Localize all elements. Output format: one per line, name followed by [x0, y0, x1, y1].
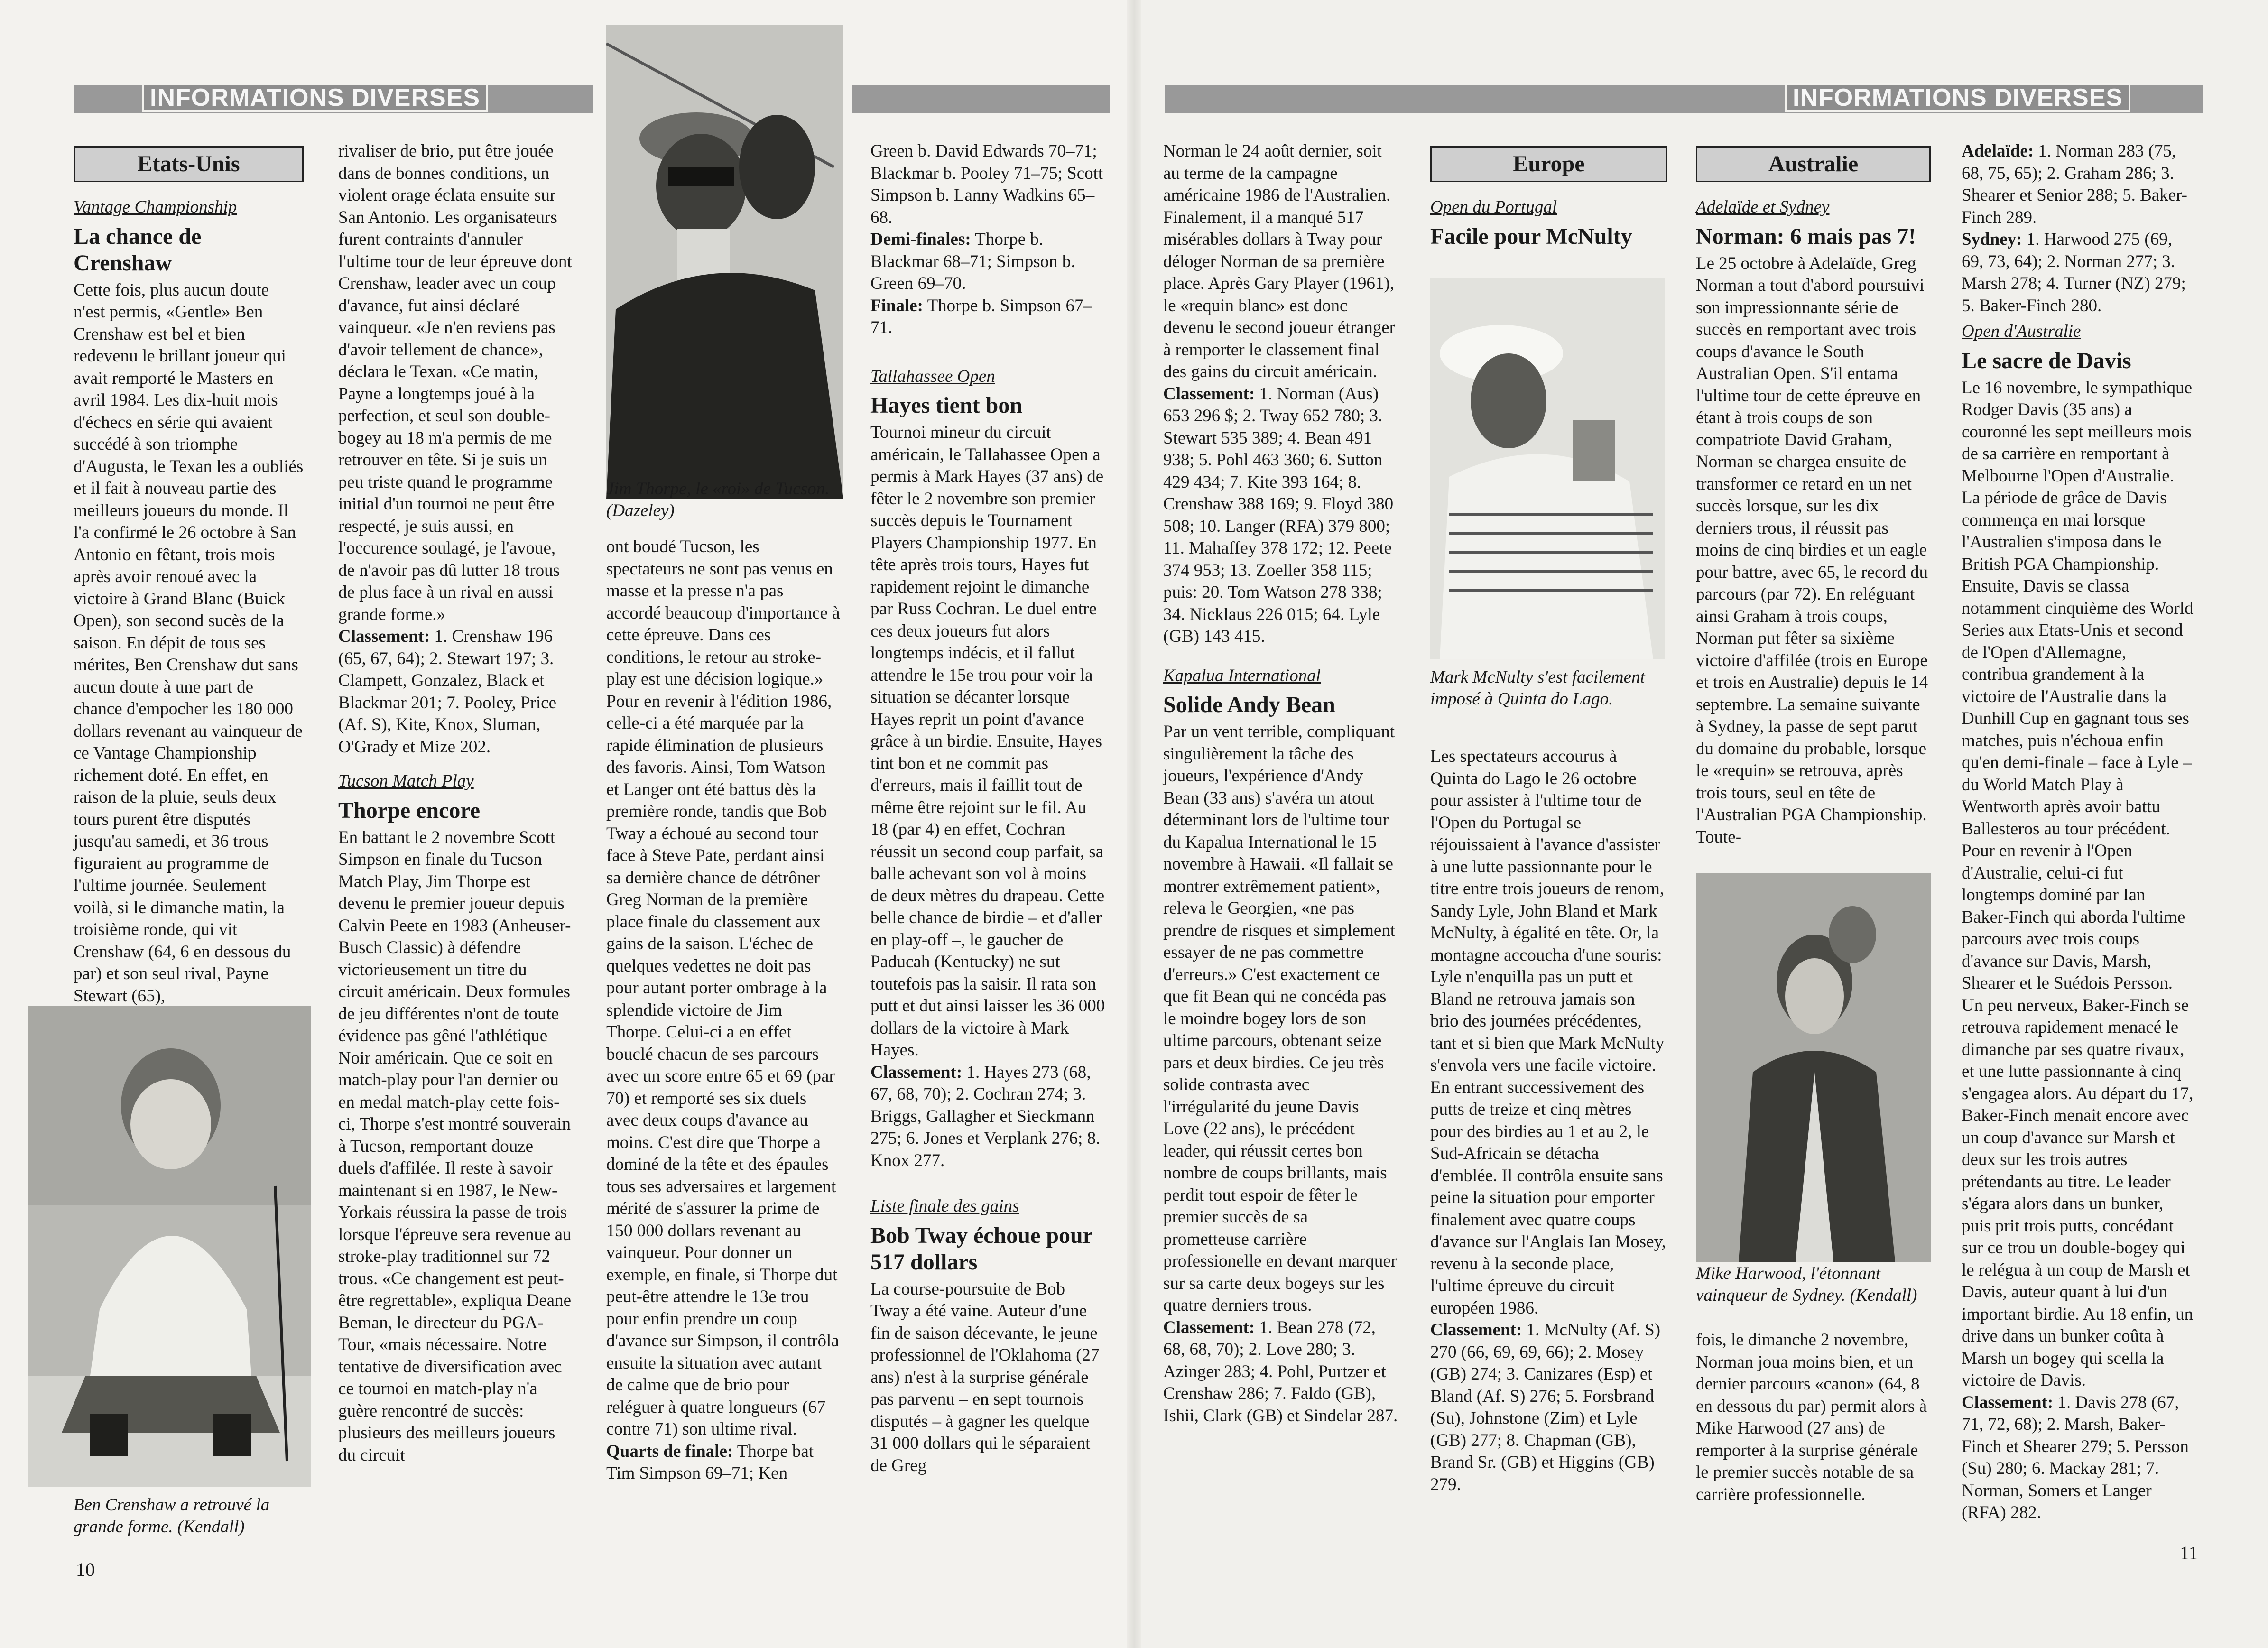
qf-values: Thorpe bat Tim Simpson 69–71; Ken	[606, 1441, 814, 1483]
kicker-gains: Liste finale des gains	[870, 1196, 1019, 1216]
kicker-adelaide-sydney: Adelaïde et Sydney	[1696, 197, 1830, 217]
region-box-europe: Europe	[1430, 146, 1667, 182]
headline-tway: Bob Tway échoue pour 517 dollars	[870, 1222, 1093, 1275]
section-label-left: INFORMATIONS DIVERSES	[142, 83, 488, 112]
results-label: Classement:	[1163, 384, 1255, 404]
photo-mcnulty	[1430, 278, 1665, 659]
page-gutter	[1127, 0, 1141, 1648]
photo-crenshaw	[28, 1006, 311, 1487]
caption-harwood: Mike Harwood, l'étonnant vainqueur de Sydney. (Kendall)	[1696, 1264, 1917, 1305]
photo-thorpe	[606, 25, 843, 499]
results-hayes	[870, 1062, 1105, 1172]
thorpe-photo-image	[606, 25, 843, 499]
column-4	[870, 140, 1105, 1477]
results-davis	[1962, 1392, 2196, 1524]
headline-thorpe: Thorpe encore	[338, 797, 481, 823]
column-7	[1696, 146, 1931, 848]
article-text: En battant le 2 novembre Scott Simpson en finale du Tucson Match Play, Jim Thorpe est devenu le premier joueur depuis Calvin Peete en 1983 (Anheuser-Busch Classic) à défendre victorieusement un titre du circuit américain. Deux formules de jeu différentes n'ont de toute évidence pas gêné l'athlétique Noir américain. Que ce soit en match-play pour l'an dernier ou en medal match-play cette fois-ci, Thorpe s'est montré souverain à Tucson, remportant douze duels d'affilée. Il reste à savoir maintenant si en 1987, le New-Yorkais réussira la passe de trois lorsque l'épreuve sera revenue au stroke-play traditionnel sur 72 trous. «Ce changement est peut-être regrettable», expliqua Deane Beman, le directeur du PGA-Tour, «mais nécessaire. Notre tentative de diversification avec ce tournoi en match-play n'a guère rencontré de succès: plusieurs des meilleurs joueurs du circuit	[338, 827, 572, 1465]
results-values: 1. Davis 278 (67, 71, 72, 68); 2. Marsh, Baker-Finch et Shearer 279; 5. Persson (Su) 280; 6. Mackay 281; 7. Norman, Somers et Langer (RFA) 282.	[1962, 1392, 2189, 1522]
article-text: Le 25 octobre à Adelaïde, Greg Norman a tout d'abord poursuivi son impressionnante série de succès en remportant avec trois coups d'avance le South Australian Open. S'il entama l'ultime tour de cette épreuve en étant à trois coups de son compatriote David Graham, Norman se chargea ensuite de transformer ce retard en un net succès lorsque, sur les dix derniers trous, il réussit pas moins de cinq birdies et un eagle pour battre, avec 65, le record du parcours (par 72). En reléguant ainsi Graham à trois coups, Norman put fêter sa sixième victoire d'affilée (trois en Europe et trois en Australie) depuis le 14 septembre. La semaine suivante à Sydney, la passe de sept parut du domaine du probable, lorsque le «requin» se retrouva, après trois tours, seul en tête de l'Australian PGA Championship. Toute-	[1696, 253, 1928, 847]
headline-norman: Norman: 6 mais pas 7!	[1696, 223, 1916, 249]
headline-crenshaw: La chance de Crenshaw	[74, 223, 202, 276]
article-text: Les spectateurs accourus à Quinta do Lago le 26 octobre pour assister à l'ultime tour de l'Open du Portugal se réjouissaient à l'avance d'assister à une lutte passionnante pour le titre entre trois joueurs de renom, Sandy Lyle, John Bland et Mark McNulty, à égalité en tête. Or, la montagne accoucha d'une souris: Lyle n'enquilla pas un putt et Bland ne retrouva jamais son brio des journées précédentes, tant et si bien que Mark McNulty s'envola vers une facile victoire. En entrant successivement des putts de treize et cinq mètres pour des birdies au 1 et au 2, le Sud-Africain se détacha d'emblée. Il contrôla ensuite sans peine la situation pour emporter finalement avec quatre coups d'avance sur l'Anglais Ian Mosey, revenu à la seconde place, l'ultime épreuve du circuit européen 1986.	[1430, 747, 1666, 1318]
article-text: fois, le dimanche 2 novembre, Norman joua moins bien, et un dernier parcours «canon» (64, 8 en dessous du par) permit alors à Mike Harwood (27 ans) de remporter à la surprise générale le premier succès notable de sa carrière professionnelle.	[1696, 1330, 1927, 1504]
results-label: Classement:	[1962, 1392, 2054, 1412]
kicker-vantage: Vantage Championship	[74, 197, 237, 217]
headline-bean: Solide Andy Bean	[1163, 692, 1335, 717]
region-box-australie: Australie	[1696, 146, 1931, 182]
quarterfinals	[606, 1441, 841, 1485]
column-7-body	[1696, 1329, 1931, 1506]
results-adelaide	[1962, 140, 2196, 229]
headline-davis: Le sacre de Davis	[1962, 348, 2131, 373]
caption-crenshaw: Ben Crenshaw a retrouvé la grande forme. (Kendall)	[74, 1495, 270, 1537]
article-text: ont boudé Tucson, les spectateurs ne sont pas venus en masse et la presse n'a pas accordé beaucoup d'importance à cette épreuve. Dans ces conditions, le retour au stroke-play est une décision logique.» Pour en revenir à l'édition 1986, celle-ci a été marquée par la rapide élimination de plusieurs des favoris. Ainsi, Tom Watson et Langer ont été battus dès la première ronde, tandis que Bob Tway a échoué au second tour face à Steve Pate, perdant ainsi sa dernière chance de détrôner Greg Norman de la première place finale du classement aux gains de la saison. L'échec de quelques vedettes ne doit pas pour autant porter ombrage à la splendide victoire de Jim Thorpe. Celui-ci a en effet bouclé chacun de ses parcours avec un score entre 65 et 69 (par 70) et remporté ses six duels avec deux coups d'avance au moins. C'est dire que Thorpe a dominé de la tête et des épaules tous ses adversaires et largement mérité de s'assurer la prime de 150 000 dollars revenant au vainqueur. Pour donner un exemple, en finale, si Thorpe dut peut-être attendre le 13e trou pour enfin prendre un coup d'avance sur Simpson, il contrôla ensuite la situation avec autant de calme que de brio pour reléguer à quatre longueurs (67 contre 71) son ultime rival.	[606, 537, 840, 1439]
headline-mcnulty: Facile pour McNulty	[1430, 223, 1632, 249]
caption-thorpe: Jim Thorpe, le «roi» de Tucson. (Dazeley)	[606, 479, 830, 520]
region-box-etats-unis: Etats-Unis	[74, 146, 304, 182]
column-6-body	[1430, 746, 1667, 1496]
results-bean	[1163, 1317, 1398, 1427]
harwood-photo-image	[1696, 873, 1931, 1262]
headline-hayes: Hayes tient bon	[870, 393, 1023, 418]
kicker-tallahassee: Tallahassee Open	[870, 366, 995, 386]
results-label: Classement:	[1430, 1320, 1522, 1340]
results-label: Classement:	[1163, 1317, 1255, 1337]
crenshaw-photo-image	[28, 1006, 311, 1487]
article-text: Green b. David Edwards 70–71; Blackmar b. Pooley 71–75; Scott Simpson b. Lanny Wadkins 65–68.	[870, 141, 1103, 227]
sydney-label: Sydney:	[1962, 230, 2022, 249]
qf-label: Quarts de finale:	[606, 1441, 733, 1461]
article-text: Cette fois, plus aucun doute n'est permis, «Gentle» Ben Crenshaw est bel et bien redevenu le brillant joueur qui avait remporté le Masters en avril 1984. Les dix-huit mois d'échecs en série qui avaient succédé à son triomphe d'Augusta, le Texan les a oubliés et il fait à nouveau partie des meilleurs joueurs du monde. Il l'a confirmé le 26 octobre à San Antonio en fêtant, trois mois après avoir renoué avec la victoire à Grand Blanc (Buick Open), son second sucès de la saison. En dépit de tous ses mérites, Ben Crenshaw dut sans aucun doute à une part de chance d'empocher les 180 000 dollars revenant au vainqueur de ce Vantage Championship richement doté. En effet, en raison de la pluie, seuls deux tours purent être disputés jusqu'au samedi, et 36 trous figuraient au programme de l'ultime journée. Seulement voilà, si le dimanche matin, la troisième ronde, qui vit Crenshaw (64, 6 en dessous du par) et son seul rival, Payne Stewart (65),	[74, 280, 304, 1006]
sf-label: Demi-finales:	[870, 230, 971, 249]
results-label: Classement:	[870, 1062, 963, 1082]
article-text: Par un vent terrible, compliquant singulièrement la tâche des joueurs, l'expérience d'Andy Bean (33 ans) s'avéra un atout déterminant lors de l'ultime tour du Kapalua International le 15 novembre à Hawaii. «Il fallait se montrer extrêmement patient», releva le Georgien, «ne pas prendre de risques et simplement essayer de ne pas commettre d'erreurs.» C'est exactement ce que fit Bean qui ne concéda pas le moindre bogey lors de son ultime parcours, obtenant seize pars et deux birdies. Ce jeu très solide contrasta avec l'irrégularité du jeune Davis Love (22 ans), le précédent leader, qui réussit certes bon nombre de coups brillants, mais perdit tout espoir de fêter le premier succès de sa prometteuse carrière professionelle en devant marquer sur sa carte deux bogeys sur les quatre derniers trous.	[1163, 722, 1397, 1315]
caption-mcnulty: Mark McNulty s'est facilement imposé à Quinta do Lago.	[1430, 667, 1645, 709]
results-values: 1. McNulty (Af. S) 270 (66, 69, 69, 66); 2. Mosey (GB) 274; 3. Canizares (Esp) et Bland (Af. S) 276; 5. Forsbrand (Su), Johnstone (Zim) et Lyle (GB) 277; 8. Chapman (GB), Brand Sr. (GB) et Higgins (GB) 279.	[1430, 1320, 1661, 1494]
kicker-tucson: Tucson Match Play	[338, 771, 474, 791]
page-number-right: 11	[2180, 1542, 2198, 1564]
column-2	[338, 140, 573, 1466]
page-number-left: 10	[76, 1559, 95, 1580]
results-values: 1. Hayes 273 (68, 67, 68, 70); 2. Cochran 274; 3. Briggs, Gallagher et Sieckmann 275; 6. Jones et Verplank 276; 8. Knox 277.	[870, 1062, 1101, 1170]
results-values: 1. Bean 278 (72, 68, 68, 70); 2. Love 280; 3. Azinger 283; 4. Pohl, Purtzer et Crenshaw 286; 7. Faldo (GB), Ishii, Clark (GB) et Sindelar 287.	[1163, 1317, 1398, 1426]
photo-harwood	[1696, 873, 1931, 1262]
final-label: Finale:	[870, 296, 923, 315]
semifinals	[870, 229, 1105, 295]
kicker-open-australie: Open d'Australie	[1962, 322, 2081, 341]
article-text: Tournoi mineur du circuit américain, le Tallahassee Open a permis à Mark Hayes (37 ans) de fêter le 2 novembre son premier succès depuis le Tournament Players Championship 1977. En tête après trois tours, Hayes fut rapidement rejoint le dimanche par Russ Cochran. Le duel entre ces deux joueurs fut alors longtemps indécis, et il fallut attendre le 15e trou pour voir la situation se décanter lorsque Hayes reprit un point d'avance grâce à un birdie. Ensuite, Hayes tint bon et ne commit pas d'erreurs, mais il faillit tout de même être rejoint sur le fil. Au 18 (par 4) en effet, Cochran réussit un second coup parfait, sa balle achevant son vol à moins de deux mètres du drapeau. Cette belle chance de birdie – et d'aller en play-off –, le gaucher de Paducah (Kentucky) ne sut toutefois pas la saisir. Il rata son putt et dut ainsi laisser les 36 000 dollars de la victoire à Mark Hayes.	[870, 423, 1105, 1060]
article-text: Le 16 novembre, le sympathique Rodger Davis (35 ans) a couronné les sept meilleurs mois de sa carrière en remportant à Melbourne l'Open d'Australie. La période de grâce de Davis commença en mai lorsque l'Australien s'imposa dans le British PGA Championship. Ensuite, Davis se classa notamment cinquième des World Series aux Etats-Unis et second de l'Open d'Allemagne, contribua grandement à la victoire de l'Australie dans la Dunhill Cup en gagnant tous ses matches, puis n'échoua enfin qu'en demi-finale – face à Lyle – du World Match Play à Wentworth après avoir battu Ballesteros au tour précédent. Pour en revenir à l'Open d'Australie, celui-ci fut longtemps dominé par Ian Baker-Finch qui aborda l'ultime parcours avec trois coups d'avance sur Davis, Marsh, Shearer et le Suédois Persson. Un peu nerveux, Baker-Finch se retrouva rapidement menacé le dimanche par ses quatre rivaux, et une lutte passionnante à cinq s'engagea alors. Au départ du 17, Baker-Finch menait encore avec un coup d'avance sur Marsh et deux sur les trois autres prétendants au titre. Le leader s'égara alors dans un bunker, puis prit trois putts, concédant sur ce trou un double-bogey qui le relégua à un coup de Marsh et Davis, auteur quant à lui d'un important birdie. Au 18 enfin, un drive dans un bunker coûta à Marsh un bogey qui scella la victoire de Davis.	[1962, 378, 2194, 1390]
article-text: rivaliser de brio, put être jouée dans de bonnes conditions, un violent orage éclata ensuite sur San Antonio. Les organisateurs furent contraints d'annuler l'ultime tour de leur épreuve dont Crenshaw, leader avec un coup d'avance, fut ainsi déclaré vainqueur. «Je n'en reviens pas d'avoir tellement de chance», déclara le Texan. «Ce matin, Payne a longtemps joué à la perfection, et seul son double-bogey au 18 m'a permis de me retrouver en tête. Si je suis un peu triste quand le programme initial d'un tournoi ne peut être respecté, je suis aussi, en l'occurence soulagé, je l'avoue, de n'avoir pas dû lutter 18 trous de plus face à un rival en aussi grande forme.»	[338, 141, 572, 624]
results-sydney	[1962, 229, 2196, 317]
final-result	[870, 295, 1105, 339]
kicker-portugal: Open du Portugal	[1430, 197, 1557, 217]
column-6	[1430, 146, 1667, 253]
results-values: 1. Norman (Aus) 653 296 $; 2. Tway 652 780; 3. Stewart 535 389; 4. Bean 491 938; 5. Pohl 463 360; 6. Sutton 429 434; 7. Kite 393 164; 8. Crenshaw 388 169; 9. Floyd 380 508; 10. Langer (RFA) 379 800; 11. Mahaffey 378 172; 12. Peete 374 953; 13. Zoeller 358 115; puis: 20. Tom Watson 278 338; 34. Nicklaus 226 015; 64. Lyle (GB) 143 415.	[1163, 384, 1394, 646]
column-1	[74, 146, 304, 1007]
section-label-right: INFORMATIONS DIVERSES	[1785, 83, 2130, 112]
results-values: 1. Crenshaw 196 (65, 67, 64); 2. Stewart 197; 3. Clampett, Gonzalez, Black et Blackmar 201; 7. Pooley, Price (Af. S), Kite, Knox, Sluman, O'Grady et Mize 202.	[338, 627, 557, 757]
adelaide-values: 1. Norman 283 (75, 68, 75, 65); 2. Graham 286; 3. Shearer et Senior 288; 5. Baker-Finch 289.	[1962, 141, 2187, 227]
article-text: Norman le 24 août dernier, soit au terme de la campagne américaine 1986 de l'Australien. Finalement, il a manqué 517 misérables dollars à Tway pour déloger Norman de sa première place. Après Gary Player (1961), le «requin blanc» est donc devenu le second joueur étranger à remporter le classement final des gains du circuit américain.	[1163, 141, 1396, 381]
sf-values: Thorpe b. Blackmar 68–71; Simpson b. Green 69–70.	[870, 230, 1075, 293]
sydney-values: 1. Harwood 275 (69, 69, 73, 64); 2. Norman 277; 3. Marsh 278; 4. Turner (NZ) 279; 5. Baker-Finch 280.	[1962, 230, 2186, 315]
adelaide-label: Adelaïde:	[1962, 141, 2034, 161]
results-mcnulty	[1430, 1319, 1667, 1496]
results-crenshaw	[338, 626, 573, 758]
results-gains	[1163, 383, 1398, 648]
column-8	[1962, 140, 2196, 1524]
kicker-kapalua: Kapalua International	[1163, 666, 1321, 685]
mcnulty-photo-image	[1430, 278, 1665, 659]
article-text: La course-poursuite de Bob Tway a été vaine. Auteur d'une fin de saison décevante, le jeune professionnel de l'Oklahoma (27 ans) n'est à la surprise générale pas parvenu – en sept tournois disputés – à gagner les quelque 31 000 dollars qui le séparaient de Greg	[870, 1279, 1100, 1475]
column-5	[1163, 140, 1398, 1427]
section-band-left-tail	[852, 85, 1110, 113]
final-values: Thorpe b. Simpson 67–71.	[870, 296, 1092, 337]
results-label: Classement:	[338, 627, 430, 646]
column-3	[606, 536, 841, 1485]
